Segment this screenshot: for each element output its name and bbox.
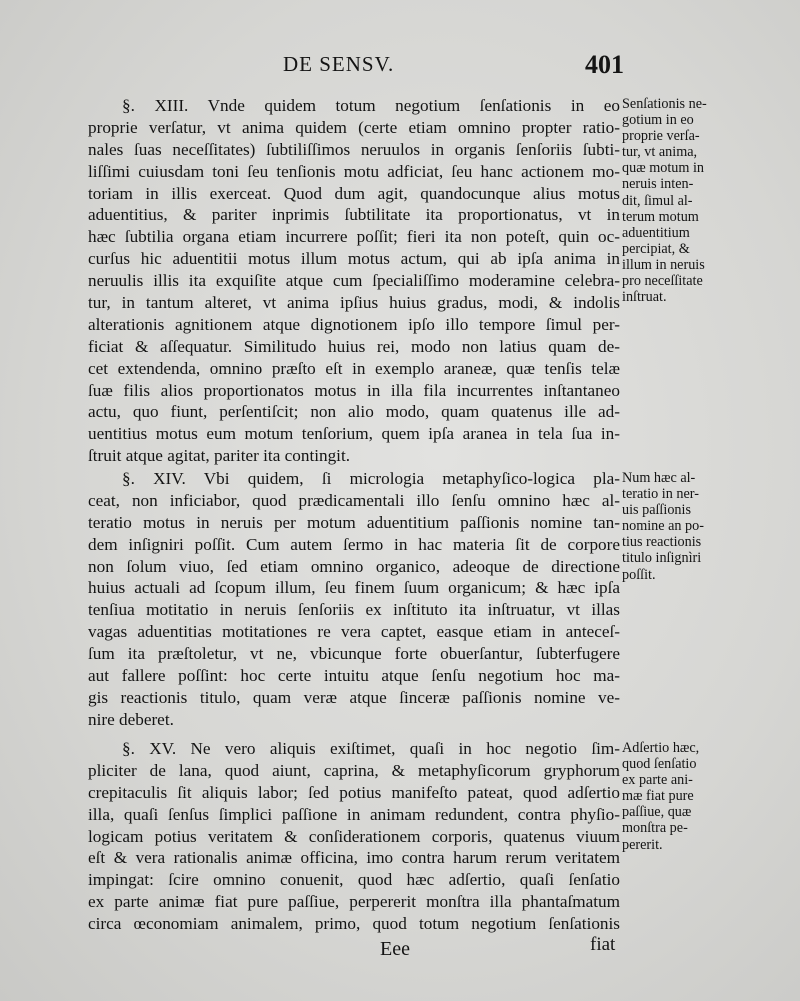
text-line: nales ſuas neceſſitates) ſubtiliſſimos neruulos in organis ſenſoriis ſubti- [88, 139, 620, 159]
paragraph-section-14 [88, 468, 620, 731]
text-line: non ſolum viuo, ſed etiam omnino organico, adeoque de directione [88, 556, 620, 576]
text-line: teratio motus in neruis per motum aduentitium paſſionis nomine tan- [88, 512, 620, 532]
text-line: crepitaculis ſit aliquis labor; ſed potius manifeſto pateat, quod adſertio [88, 782, 620, 802]
margin-note-line: proprie verſa- [622, 128, 700, 145]
margin-note-line: illum in neruis [622, 256, 705, 273]
margin-note-line: tius reactionis [622, 534, 702, 551]
margin-note-line: quæ motum in [622, 160, 704, 177]
margin-note-line: uis paſſionis [622, 502, 691, 519]
text-line: dem inſigniri poſſit. Cum autem ſermo in hac materia ſit de corpore [88, 534, 620, 554]
margin-note-line: titulo inſignìri [622, 550, 702, 567]
margin-note-line: aduentitium [622, 224, 690, 241]
margin-note-line: neruis inten- [622, 176, 694, 193]
signature-mark: Eee [380, 938, 410, 960]
paragraph-section-15 [88, 738, 620, 935]
text-line: alterationis agnitionem atque dignotionem ipſo illo tempore ſimul per- [88, 314, 620, 334]
text-line: neruulis illis ita exquiſite atque cum ſpecialiſſimo moderamine celebra- [88, 271, 620, 291]
text-line: gis reactionis titulo, quam veræ atque ſinceræ paſſionis nomine ve- [88, 687, 620, 707]
running-title: DE SENSV. [283, 52, 395, 76]
margin-note-line: mæ fiat pure [622, 788, 694, 805]
margin-note-line: pererit. [622, 836, 663, 853]
margin-note-line: inſtruat. [622, 289, 667, 306]
margin-note-line: tur, vt anima, [622, 144, 698, 161]
text-line: ſuæ filis alios proportionatos motus in illa fila incurrentes inſtantaneo [88, 380, 620, 400]
margin-note-line: poſſit. [622, 566, 656, 583]
text-line: illa, quaſi ſenſus ſimplici paſſione in animam redundent, contra phyſio- [88, 804, 620, 824]
text-line: ficiat & aſſequatur. Similitudo huius rei, modo non latius quam de- [88, 336, 620, 356]
margin-note-section-14 [622, 470, 794, 583]
text-line: pliciter de lana, quod aiunt, caprina, & metaphyſicorum gryphorum [88, 760, 620, 780]
text-line: ſum ita præſtoletur, vt ne, vbicunque forte obuerſantur, ſubterfugere [88, 644, 620, 664]
text-line: logicam potius veritatem & conſiderationem corporis, quatenus viuum [88, 826, 620, 846]
text-line: nire deberet. [88, 709, 174, 729]
text-line: aut fallere poſſint: hoc certe intuitu atque ſenſu negotium hoc ma- [88, 666, 620, 686]
text-line: hæc ſubtilia organa etiam incurrere poſſit; fieri ita non poteſt, quin oc- [88, 227, 620, 247]
margin-note-line: Num hæc al- [622, 470, 696, 486]
margin-note-line: paſſiue, quæ [622, 804, 692, 821]
text-line: toriam in illis exerceat. Quod dum agit, quandocunque alius motus [88, 183, 620, 203]
text-line: vagas aduentitias motitationes re vera captet, easque etiam in anteceſ- [88, 622, 620, 642]
text-line: curſus hic aduentitii motus illum motus actum, qui ab ipſa anima in [88, 249, 620, 269]
text-line: §. XV. Ne vero aliquis exiſtimet, quaſi in hoc negotio ſim- [122, 739, 620, 758]
margin-note-line: ex parte ani- [622, 772, 693, 789]
text-line: cet extendenda, omnino præſto eſt in exemplo araneæ, quæ tenſis telæ [88, 358, 620, 378]
text-line: proprie verſatur, vt anima quidem (certe etiam omnino propter ratio- [88, 117, 620, 137]
margin-note-line: terum motum [622, 208, 699, 225]
margin-note-section-15 [622, 740, 794, 853]
text-line: eſt & vera rationalis animæ officina, imo contra harum rerum veritatem [88, 848, 620, 868]
paragraph-section-13 [88, 95, 620, 467]
text-line: ceat, non inficiabor, quod prædicamentali illo ſenſu omnino hæc al- [88, 490, 620, 510]
page-number: 401 [585, 50, 624, 79]
text-line: uentitius motus eum motum tenſorium, quem ipſa aranea in tela ſua in- [88, 424, 620, 444]
margin-note-line: Senſationis ne- [622, 96, 707, 112]
margin-note-line: nomine an po- [622, 518, 704, 535]
text-line: §. XIV. Vbi quidem, ſi micrologia metaphyſico-logica pla- [122, 469, 620, 488]
text-line: tenſiua motitatio in neruis ſenſoriis ex inſtituto ita inſtruatur, vt illas [88, 600, 620, 620]
margin-note-section-13 [622, 96, 794, 305]
text-line: aduentitius, & pariter inprimis ſubtilitate ita proportionatus, vt in [88, 205, 620, 225]
margin-note-line: gotium in eo [622, 112, 694, 129]
text-line: liſſimi cuiusdam toni ſeu tenſionis motu adficiat, ſeu hanc actionem mo- [88, 161, 620, 181]
text-line: impingat: ſcire omnino conuenit, quod hæc adſertio, quaſi ſenſatio [88, 870, 620, 890]
catchword: fiat [590, 934, 616, 955]
margin-note-line: teratio in ner- [622, 486, 699, 503]
margin-note-line: Adſertio hæc, [622, 740, 700, 756]
margin-note-line: dit, ſimul al- [622, 192, 693, 209]
text-line: actu, quo fiunt, perſentiſcit; non alio modo, quam quatenus ille ad- [88, 402, 620, 422]
text-line: ſtruit atque agitat, pariter ita contingit. [88, 446, 351, 466]
margin-note-line: quod ſenſatio [622, 756, 697, 773]
text-line: §. XIII. Vnde quidem totum negotium ſenſationis in eo [122, 96, 620, 115]
margin-note-line: percipiat, & [622, 240, 690, 257]
margin-note-line: pro neceſſitate [622, 273, 703, 290]
text-line: ex parte animæ fiat pure paſſiue, perpererit monſtra illa phantaſmatum [88, 892, 620, 912]
text-line: tur, in tantum alteret, vt anima ipſius huius gradus, modi, & indolis [88, 293, 620, 313]
text-line: circa œconomiam animalem, primo, quod totum negotium ſenſationis [88, 914, 620, 934]
text-line: huius actuali ad ſcopum illum, ſeu finem ſuum organicum; & hæc ipſa [88, 578, 620, 598]
margin-note-line: monſtra pe- [622, 820, 688, 837]
